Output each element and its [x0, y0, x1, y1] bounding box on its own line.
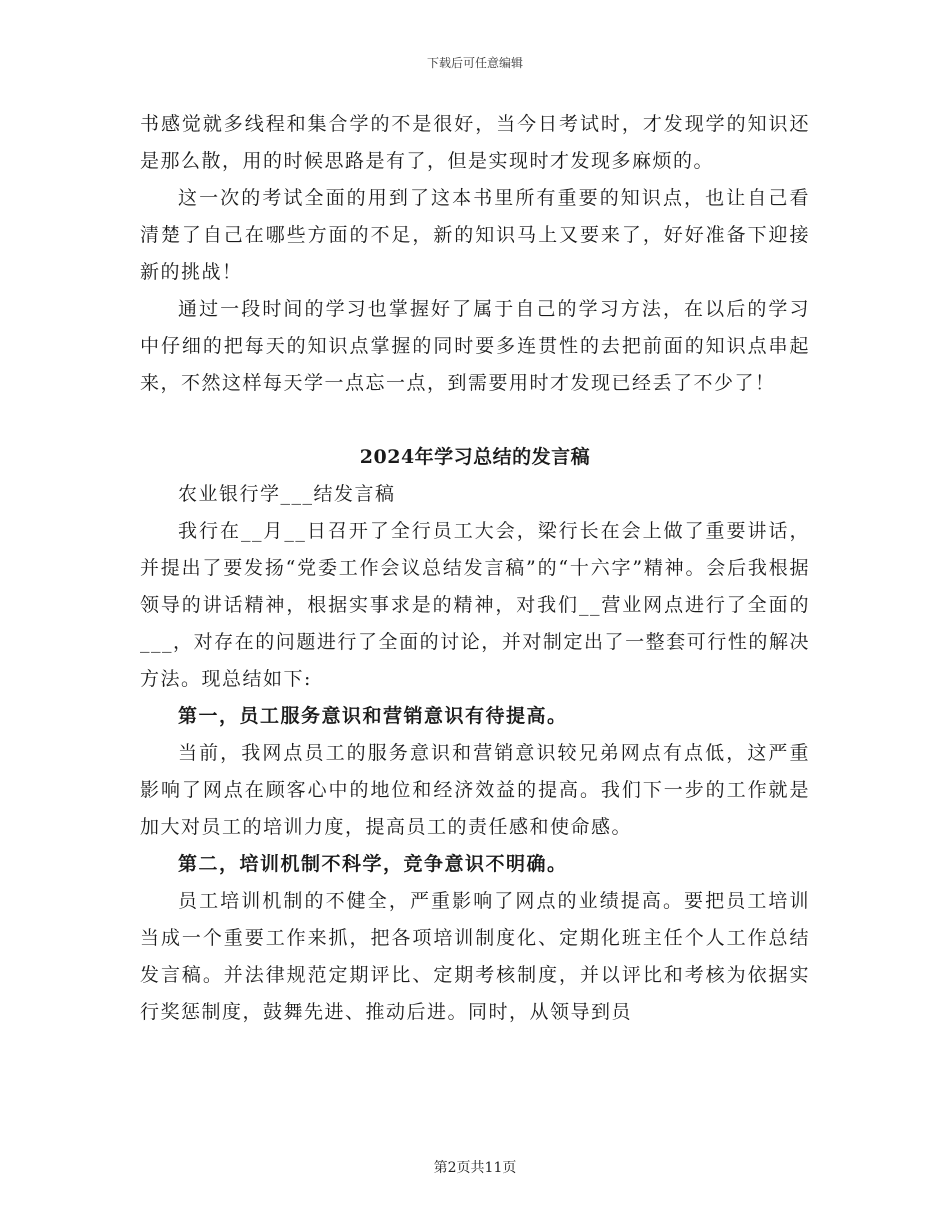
page-header: 下载后可任意编辑: [426, 56, 523, 70]
paragraph-training: 员工培训机制的不健全，严重影响了网点的业绩提高。要把员工培训当成一个重要工作来抓，把各项培训制度化、定期化班主任个人工作总结发言稿。并法律规范定期评比、定期考核制度，并以评比和考核为依据实行奖惩制度，鼓舞先进、推动后进。同时，从领导到员: [140, 890, 810, 1023]
paragraph-exam-summary: 这一次的考试全面的用到了这本书里所有重要的知识点，也让自己看清楚了自己在哪些方面的不足，新的知识马上又要来了，好好准备下迎接新的挑战！: [140, 187, 810, 283]
paragraph-subtitle: 农业银行学___结发言稿: [178, 483, 396, 505]
page-number: 第2页共11页: [433, 1160, 517, 1176]
paragraph-study-method: 通过一段时间的学习也掌握好了属于自己的学习方法，在以后的学习中仔细的把每天的知识点掌握的同时要多连贯性的去把前面的知识点串起来，不然这样每天学一点忘一点，到需要用时才发现已经丢了不少了！: [140, 298, 810, 394]
paragraph-meeting: 我行在__月__日召开了全行员工大会，梁行长在会上做了重要讲话，并提出了要发扬“党委工作会议总结发言稿”的“十六字”精神。会后我根据领导的讲话精神，根据实事求是的精神，对我们__营业网点进行了全面的___，对存在的问题进行了全面的讨论，并对制定出了一整套可行性的解决方法。现总结如下:: [140, 520, 810, 690]
heading-point-one: 第一，员工服务意识和营销意识有待提高。: [178, 705, 568, 727]
paragraph-continued: 书感觉就多线程和集合学的不是很好，当今日考试时，才发现学的知识还是那么散，用的时候思路是有了，但是实现时才发现多麻烦的。: [140, 113, 810, 172]
document-body: [140, 106, 810, 1031]
paragraph-service-awareness: 当前，我网点员工的服务意识和营销意识较兄弟网点有点低，这严重影响了网点在顾客心中的地位和经济效益的提高。我们下一步的工作就是加大对员工的培训力度，提高员工的责任感和使命感。: [140, 742, 810, 838]
section-title: 2024年学习总结的发言稿: [359, 446, 591, 468]
heading-point-two: 第二，培训机制不科学，竞争意识不明确。: [178, 853, 568, 875]
